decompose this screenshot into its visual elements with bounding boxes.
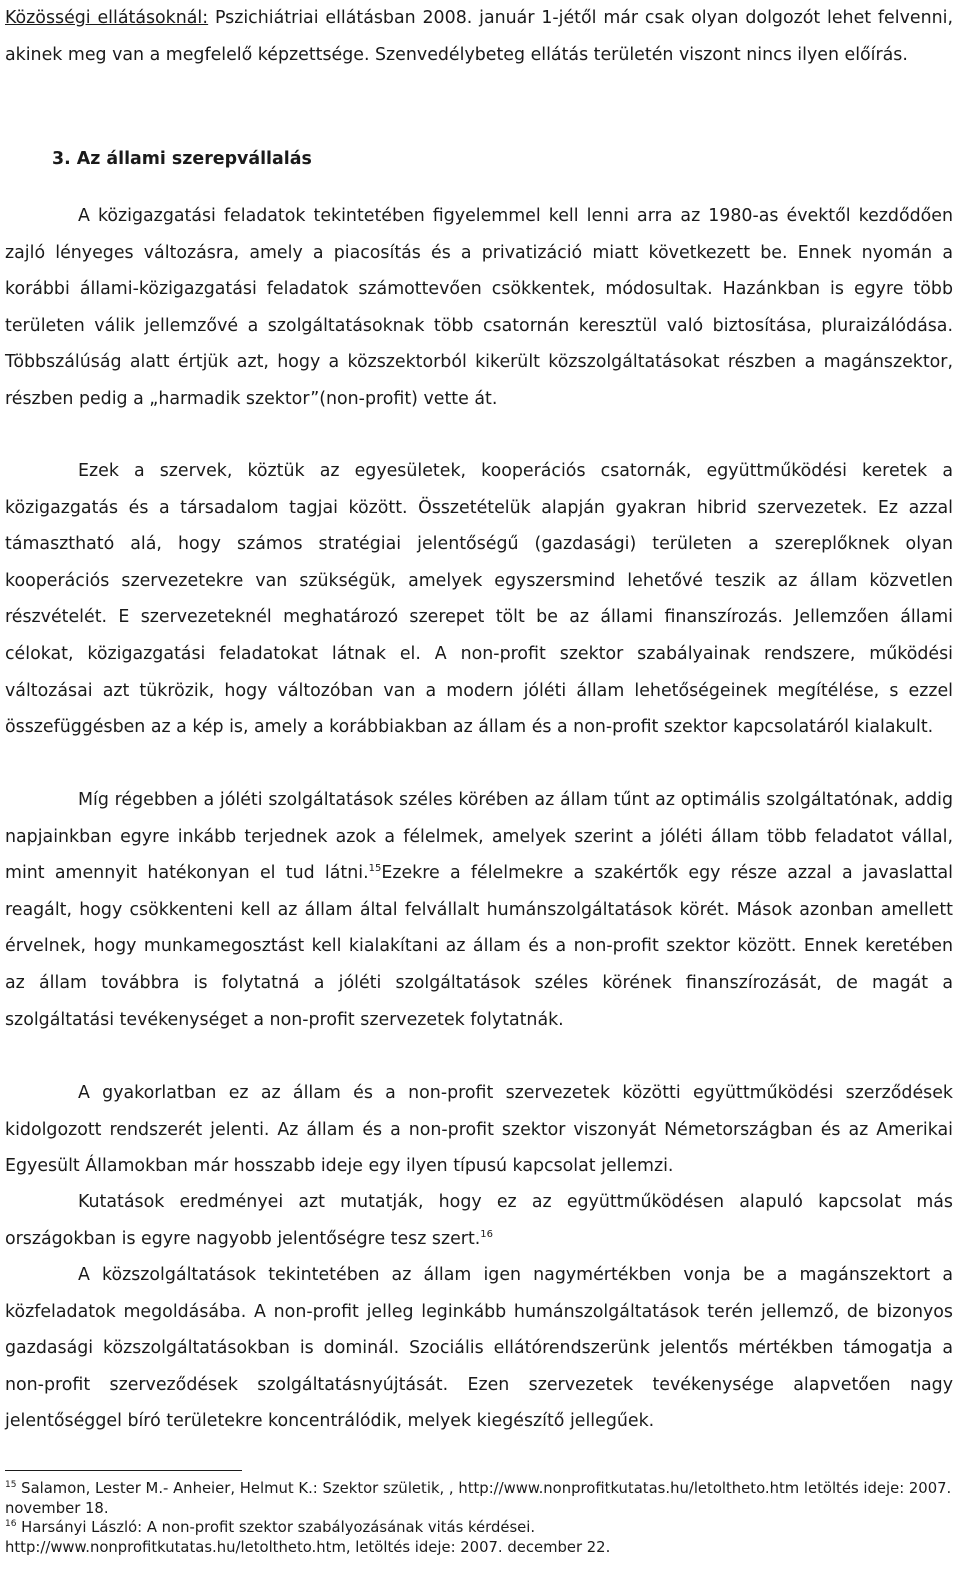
footnote-number-16: 16: [5, 1519, 17, 1530]
footnote-ref-15[interactable]: 15: [368, 863, 382, 875]
paragraph-public-administration: A közigazgatási feladatok tekintetében figyelemmel kell lenni arra az 1980-as évektől kezdődően zajló lényeges változásra, amely a piacosítás és a privatizáció miatt következett be. Ennek nyomán a korábbi állami-közigazgatási feladatok számottevően csökkentek, módosultak. Hazánkban is egyre több területen válik jellemzővé a szolgáltatásoknak több csatornán keresztül való biztosítása, pluraizálódása. Többszálúság alatt értjük azt, hogy a közszektorból kikerült közszolgáltatásokat részben a magánszektor, részben pedig a „harmadik szektor”(non-profit) vette át.: [5, 206, 953, 409]
paragraph-welfare-state: [5, 782, 953, 1038]
paragraph-organizations: Ezek a szervek, köztük az egyesületek, kooperációs csatornák, együttműködési keretek a közigazgatás és a társadalom tagjai között. Összetételük alapján gyakran hibrid szervezetek. Ez azzal támasztható alá, hogy számos stratégiai jelentőségű (gazdasági) területen a szereplőknek olyan kooperációs szervezetekre van szükségük, amelyek egyszersmind lehetővé teszik az állam közvetlen részvételét. E szervezeteknél meghatározó szerepet tölt be az állami finanszírozás. Jellemzően állami célokat, közigazgatási feladatokat látnak el. A non-profit szektor szabályainak rendszere, működési változásai azt tükrözik, hogy változóban van a modern jóléti állam lehetőségeinek megítélése, s ezzel összefüggésben az a kép is, amely a korábbiakban az állam és a non-profit szektor kapcsolatáról kialakult.: [5, 461, 953, 738]
footnote-15: [5, 1479, 955, 1518]
community-care-label: Közösségi ellátásoknál:: [5, 8, 209, 28]
footnotes: [5, 1479, 955, 1557]
welfare-text-after: Ezekre a félelmekre a szakértők egy része azzal a javaslattal reagált, hogy csökkenteni kell az állam által felvállalt humánszolgáltatások körét. Mások azonban amellett érvelnek, hogy munkamegosztást kell kialakítani az állam és a non-profit szektor között. Ennek keretében az állam továbbra is folytatná a jóléti szolgáltatások széles körének finanszírozását, de magát a szolgáltatási tevékenységet a non-profit szervezetek folytatnák.: [5, 863, 953, 1030]
footnote-ref-16[interactable]: 16: [480, 1228, 494, 1240]
community-care-text: Pszichiátriai ellátásban 2008. január 1-jétől már csak olyan dolgozót lehet felvenni, akinek meg van a megfelelő képzettsége. Szenvedélybeteg ellátás területén viszont nincs ilyen előírás.: [5, 8, 953, 65]
section-heading: 3. Az állami szerepvállalás: [52, 149, 312, 169]
footnote-text-16: Harsányi László: A non-profit szektor szabályozásának vitás kérdései.: [21, 1519, 536, 1537]
footnote-text-15: Salamon, Lester M.- Anheier, Helmut K.: Szektor születik, , http://www.nonprofitkutatas.hu/letoltheto.htm letöltés ideje: 2007. november 18.: [5, 1480, 952, 1517]
footnote-16-link[interactable]: http://www.nonprofitkutatas.hu/letoltheto.htm, letöltés ideje: 2007. december 22.: [5, 1538, 611, 1556]
footnote-separator: [5, 1470, 242, 1471]
paragraph-public-services: A közszolgáltatások tekintetében az állam igen nagymértékben vonja be a magánszektort a közfeladatok megoldásába. A non-profit jelleg leginkább humánszolgáltatások terén jellemző, de bizonyos gazdasági közszolgáltatásokban is dominál. Szociális ellátórendszerünk jelentős mértékben támogatja a non-profit szerveződések szolgáltatásnyújtását. Ezen szervezetek tevékenysége alapvetően nagy jelentőséggel bíró területekre koncentrálódik, melyek kiegészítő jellegűek.: [5, 1265, 953, 1432]
paragraph-community-care: [5, 0, 953, 73]
paragraph-research-results: [5, 1184, 953, 1257]
welfare-text-before: Míg régebben a jóléti szolgáltatások széles körében az állam tűnt az optimális szolgáltatónak, addig napjainkban egyre inkább terjednek azok a félelmek, amelyek szerint a jóléti állam több feladatot vállal, mint amennyit hatékonyan el tud látni.: [5, 790, 953, 884]
research-text: Kutatások eredményei azt mutatják, hogy ez az együttműködésen alapuló kapcsolat más országokban is egyre nagyobb jelentőségre tesz szert.: [5, 1192, 953, 1249]
paragraph-cooperation-contracts: A gyakorlatban ez az állam és a non-profit szervezetek közötti együttműködési szerződések kidolgozott rendszerét jelenti. Az állam és a non-profit szektor viszonyát Németországban és az Amerikai Egyesült Államokban már hosszabb ideje egy ilyen típusú kapcsolat jellemzi.: [5, 1083, 953, 1177]
footnote-16: [5, 1518, 955, 1538]
footnote-number-15: 15: [5, 1480, 17, 1490]
